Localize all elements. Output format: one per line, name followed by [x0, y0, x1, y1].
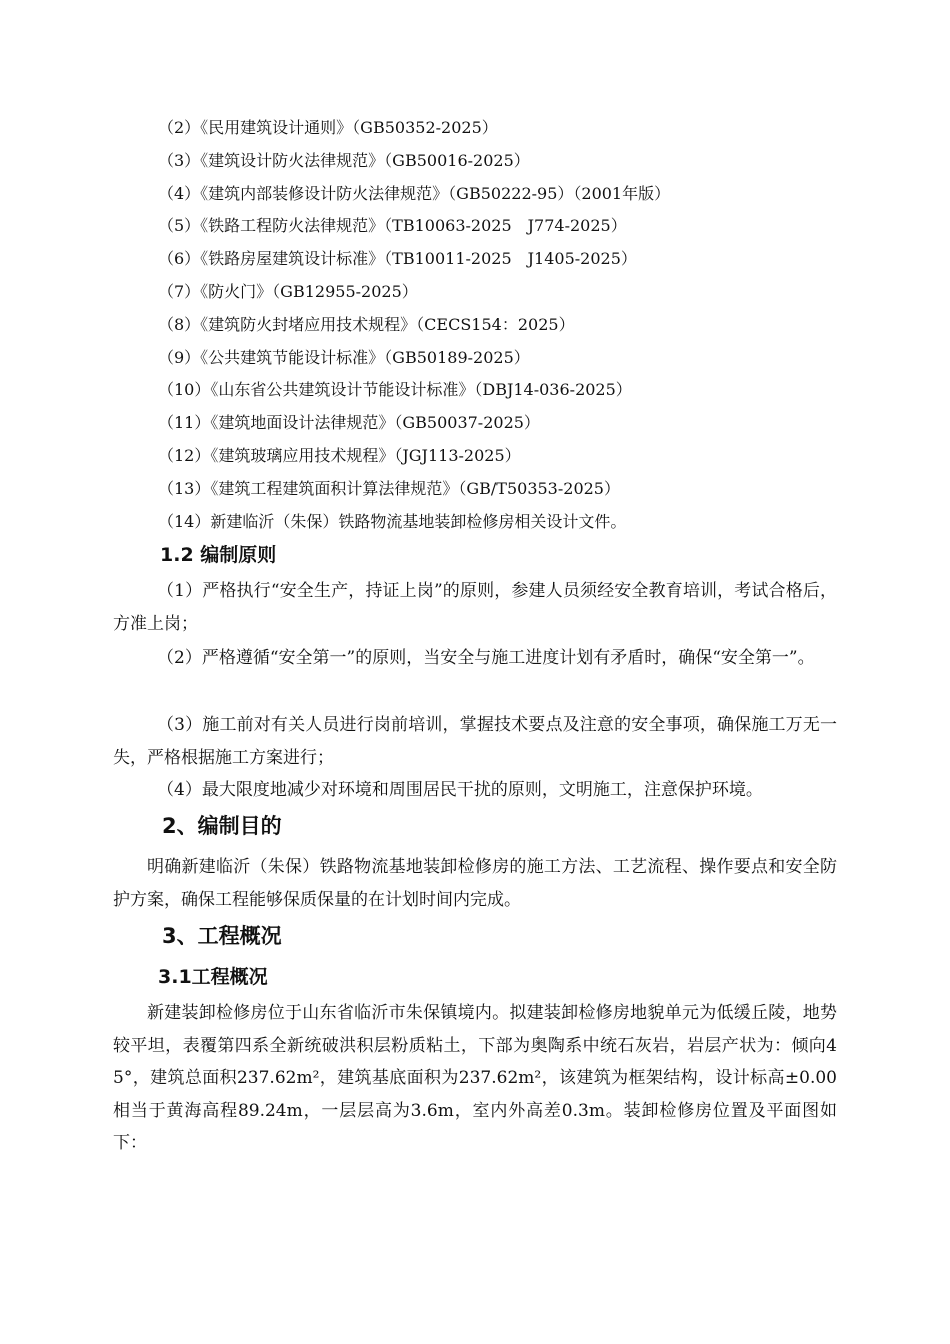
reference-item: （7）《防火门》（GB12955-2025） [158, 281, 418, 301]
overview-text-part-1: 新建装卸检修房位于山东省临沂市朱保镇境内。拟建装卸检修房地貌单元为低缓丘陵，地势较平坦，表覆第四系全新统破洪积层粉质粘土，下部为奥陶系中统石灰岩，岩层产状为：倾向45°，建筑总面积237.62 [113, 1003, 837, 1088]
overview-text-part-3: ，该建筑为框架结构，设计标高±0.00相当于黄海高程89.24m，一层层高为3.6m，室内外高差0.3m。装卸检修房位置及平面图如下： [113, 1068, 837, 1153]
principle-paragraph-1: （1）严格执行“安全生产，持证上岗”的原则，参建人员须经安全教育培训，考试合格后，方准上岗； [113, 581, 837, 634]
section-3-1-heading: 3.1工程概况 [158, 966, 268, 988]
reference-item: （11）《建筑地面设计法律规范》（GB50037-2025） [158, 413, 540, 433]
reference-item: （2）《民用建筑设计通则》（GB50352-2025） [158, 118, 498, 137]
principle-paragraph-2: （2）严格遵循“安全第一”的原则，当安全与施工进度计划有矛盾时，确保“安全第一”。 [157, 648, 815, 668]
reference-item: （14）新建临沂（朱保）铁路物流基地装卸检修房相关设计文件。 [158, 511, 627, 531]
reference-item: （4）《建筑内部装修设计防火法律规范》（GB50222-95）（2001年版） [158, 183, 671, 203]
reference-item: （10）《山东省公共建筑设计节能设计标准》（DBJ14-036-2025） [158, 380, 632, 400]
section-3-heading: 3、工程概况 [162, 924, 282, 948]
reference-item: （12）《建筑玻璃应用技术规程》（JGJ113-2025） [158, 445, 521, 465]
section-2-heading: 2、编制目的 [162, 814, 282, 838]
overview-text-part-2: ，建筑基底面积为237.62 [319, 1068, 519, 1088]
reference-item: （13）《建筑工程建筑面积计算法律规范》（GB/T50353-2025） [158, 478, 620, 498]
reference-item: （8）《建筑防火封堵应用技术规程》（CECS154：2025） [158, 314, 575, 334]
purpose-paragraph: 明确新建临沂（朱保）铁路物流基地装卸检修房的施工方法、工艺流程、操作要点和安全防护方案，确保工程能够保质保量的在计划时间内完成。 [113, 857, 837, 910]
area-unit: m² [518, 1068, 542, 1088]
principle-paragraph-3: （3）施工前对有关人员进行岗前培训，掌握技术要点及注意的安全事项，确保施工万无一失，严格根据施工方案进行； [113, 715, 837, 768]
project-overview-paragraph [113, 997, 837, 1160]
reference-item: （3）《建筑设计防火法律规范》（GB50016-2025） [158, 150, 530, 170]
section-1-2-heading: 1.2 编制原则 [160, 544, 277, 566]
principle-paragraph-4: （4）最大限度地减少对环境和周围居民干扰的原则，文明施工，注意保护环境。 [157, 780, 763, 800]
area-unit: m² [296, 1068, 320, 1088]
reference-item: （5）《铁路工程防火法律规范》（TB10063-2025 J774-2025） [158, 216, 627, 236]
reference-item: （9）《公共建筑节能设计标准》（GB50189-2025） [158, 347, 530, 367]
reference-item: （6）《铁路房屋建筑设计标准》（TB10011-2025 J1405-2025） [158, 249, 637, 269]
reference-standards-list [158, 112, 858, 538]
